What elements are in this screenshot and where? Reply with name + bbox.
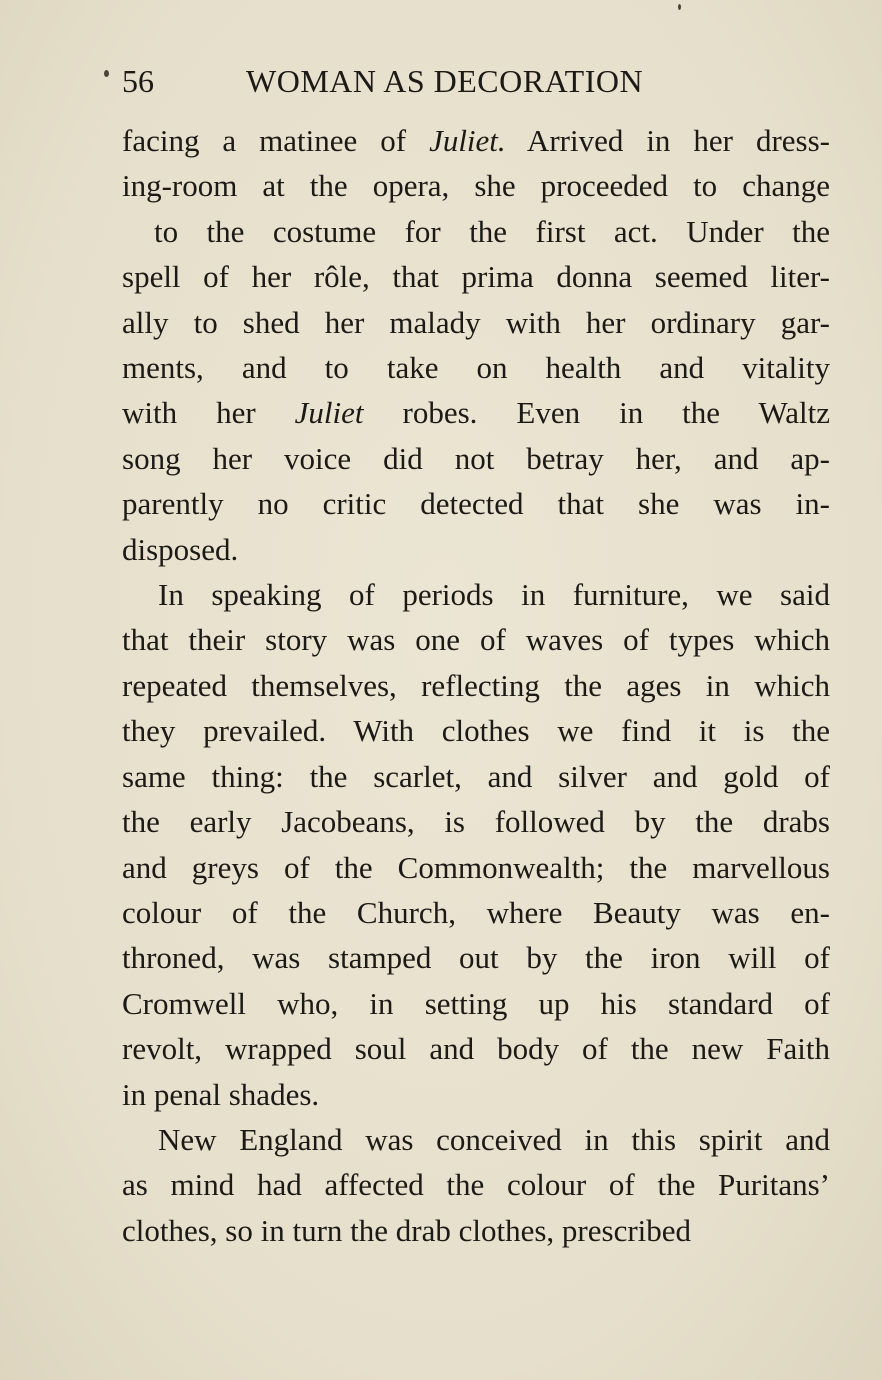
italic-title: Juliet xyxy=(294,395,364,431)
text-line xyxy=(122,572,830,617)
text-line xyxy=(122,436,830,481)
text-run: and greys of the Commonwealth; the marvellous xyxy=(122,849,830,885)
running-title: WOMAN AS DECORATION xyxy=(246,63,644,99)
text-run: facing a matinee of xyxy=(122,123,430,158)
text-line xyxy=(122,799,830,844)
text-run: Arrived in her dress- xyxy=(505,123,830,158)
text-line xyxy=(122,1117,830,1162)
body-text xyxy=(122,118,830,1253)
text-run: ments, and to take on health and vitality xyxy=(122,350,830,386)
text-run: throned, was stamped out by the iron will of xyxy=(122,940,830,976)
text-run: spell of her rôle, that prima donna seemed liter- xyxy=(122,259,830,295)
text-run: same thing: the scarlet, and silver and gold of xyxy=(122,758,830,794)
page-header xyxy=(122,56,712,106)
text-run: as mind had affected the colour of the Puritans’ xyxy=(122,1167,830,1203)
text-run: colour of the Church, where Beauty was en- xyxy=(122,894,830,930)
text-line xyxy=(122,890,830,935)
text-run: to the costume for the first act. Under the xyxy=(154,213,830,249)
text-line xyxy=(122,345,830,390)
text-run: Cromwell who, in setting up his standard of xyxy=(122,985,830,1021)
paragraph xyxy=(122,1117,830,1253)
text-run: in penal shades. xyxy=(122,1076,320,1112)
text-run: song her voice did not betray her, and ap- xyxy=(122,440,830,476)
text-run: that their story was one of waves of types which xyxy=(122,622,830,658)
text-line xyxy=(122,254,830,299)
text-run: clothes, so in turn the drab clothes, prescribed xyxy=(122,1212,692,1248)
text-run: In speaking of periods in furniture, we said xyxy=(158,577,830,613)
text-run: ing-room at the opera, she proceeded to change xyxy=(122,168,830,204)
text-run: parently no critic detected that she was in- xyxy=(122,486,830,522)
text-run: repeated themselves, reflecting the ages in which xyxy=(122,667,830,703)
text-run: the early Jacobeans, is followed by the drabs xyxy=(122,804,830,840)
ink-speck xyxy=(678,4,681,10)
text-run: they prevailed. With clothes we find it is the xyxy=(122,713,830,749)
text-run: with her xyxy=(122,395,295,431)
text-line xyxy=(122,1026,830,1071)
text-line xyxy=(122,708,830,753)
text-run: New England was conceived in this spirit and xyxy=(158,1121,830,1157)
text-line xyxy=(122,209,830,254)
text-line xyxy=(122,754,830,799)
text-run: revolt, wrapped soul and body of the new Faith xyxy=(122,1031,830,1067)
text-line xyxy=(122,1208,830,1253)
text-line xyxy=(122,481,830,526)
text-run: robes. Even in the Waltz xyxy=(363,395,830,431)
text-line xyxy=(122,1162,830,1207)
italic-title: Juliet. xyxy=(429,123,506,158)
text-line xyxy=(122,163,830,208)
text-run: disposed. xyxy=(122,531,239,567)
text-line xyxy=(122,935,830,980)
page-number: 56 xyxy=(122,63,154,99)
text-line xyxy=(122,300,830,345)
text-line xyxy=(122,527,830,572)
text-line xyxy=(122,390,830,435)
paragraph xyxy=(122,572,830,1117)
paragraph xyxy=(122,118,830,572)
text-line xyxy=(122,118,830,163)
text-line xyxy=(122,617,830,662)
ink-speck xyxy=(104,70,109,77)
text-line xyxy=(122,845,830,890)
text-line xyxy=(122,1072,830,1117)
text-run: ally to shed her malady with her ordinary gar- xyxy=(122,304,830,340)
text-line xyxy=(122,663,830,708)
text-line xyxy=(122,981,830,1026)
